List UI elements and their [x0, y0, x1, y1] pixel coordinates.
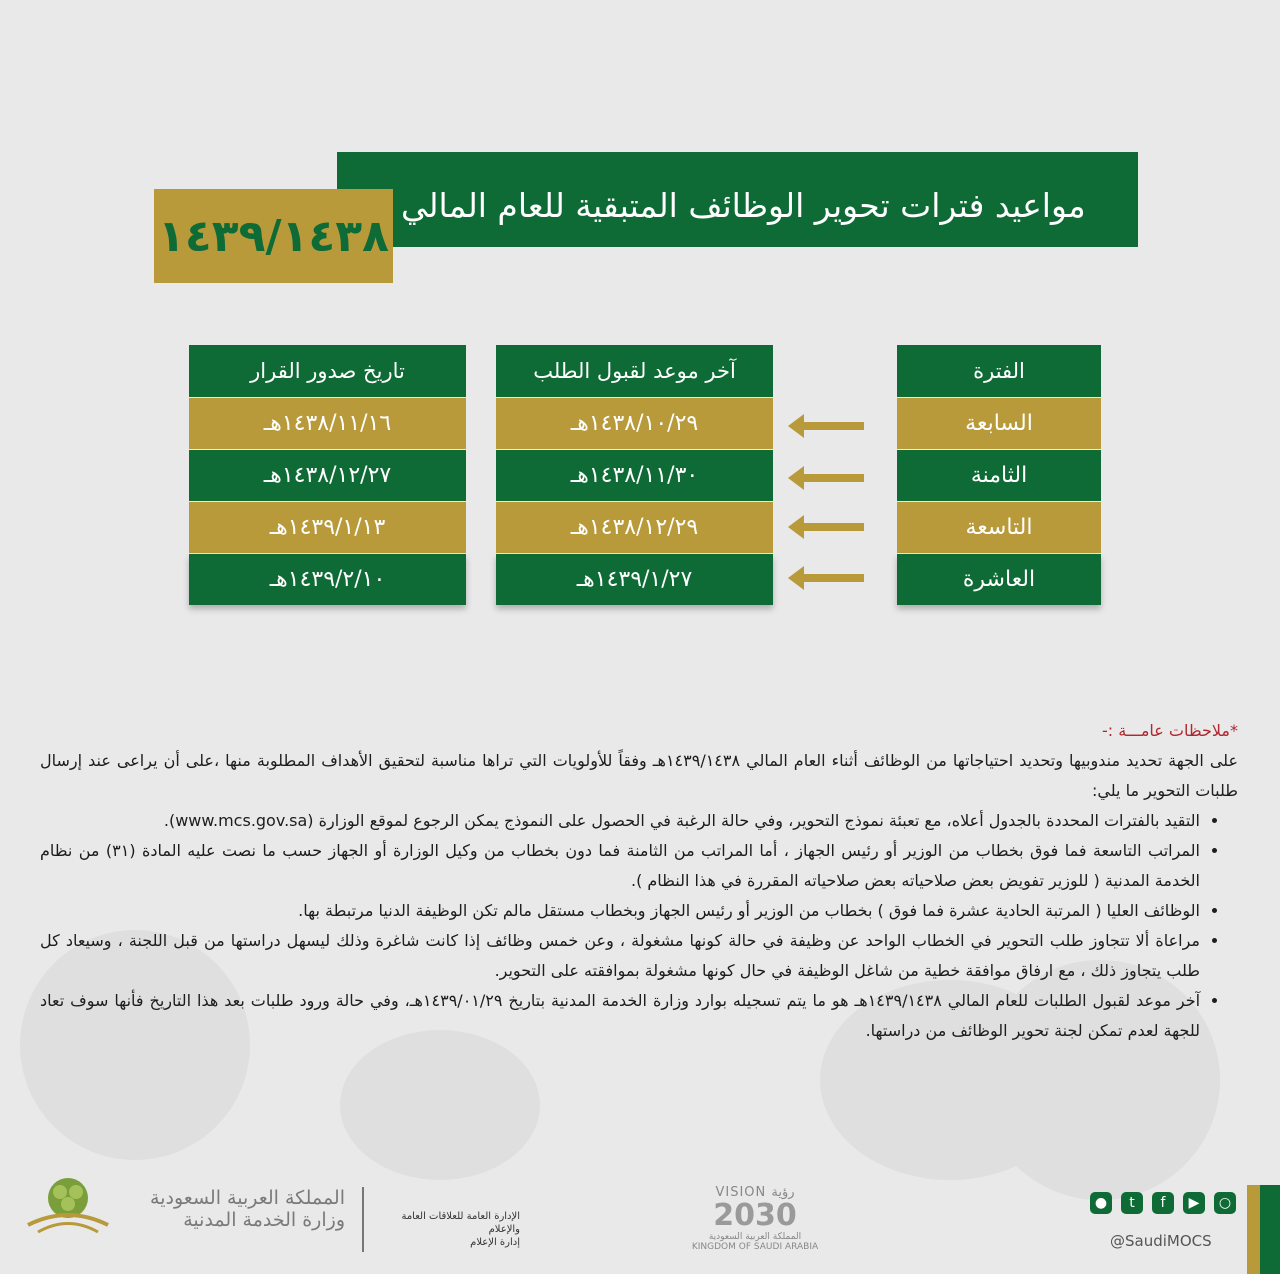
corner-stripe-gold [1247, 1185, 1260, 1274]
decision-date-column [189, 345, 466, 605]
footer-divider [362, 1187, 364, 1252]
arrow-left-icon [788, 563, 864, 593]
youtube-icon[interactable]: ▶ [1183, 1192, 1205, 1214]
department-name [380, 1210, 520, 1249]
note-item: • آخر موعد لقبول الطلبات للعام المالي ١٤٣٩/١٤٣٨هـ هو ما يتم تسجيله بوارد وزارة الخدمة المدنية بتاريخ ١٤٣٩/٠١/٢٩هـ، وفي حالة ورود طلبات بعد هذا التاريخ فأنها سوف تعاد للجهة لعدم تمكن لجنة تحوير الوظائف من دراستها. [40, 986, 1200, 1046]
ministry-name [125, 1187, 345, 1231]
fiscal-year-badge: ١٤٣٩/١٤٣٨ [154, 189, 393, 283]
period-cell: التاسعة [897, 502, 1101, 554]
social-handle[interactable]: @SaudiMOCS [1110, 1232, 1212, 1250]
snapchat-icon[interactable]: ● [1090, 1192, 1112, 1214]
department-line: الإدارة العامة للعلاقات العامة والإعلام [401, 1211, 520, 1235]
department-line: إدارة الإعلام [470, 1237, 520, 1248]
vision-label: VISION رؤية [715, 1185, 795, 1200]
instagram-icon[interactable]: ○ [1214, 1192, 1236, 1214]
page-title: مواعيد فترات تحوير الوظائف المتبقية للعام المالي [401, 164, 1138, 247]
period-cell: الثامنة [897, 450, 1101, 502]
ministry-logo-icon [18, 1170, 118, 1240]
ministry-title: وزارة الخدمة المدنية [183, 1209, 345, 1231]
arrow-left-icon [788, 512, 864, 542]
vision-year: 2030 [713, 1198, 797, 1233]
vision-sub-en: KINGDOM OF SAUDI ARABIA [691, 1242, 819, 1252]
note-item: • المراتب التاسعة فما فوق بخطاب من الوزير أو رئيس الجهاز ، أما المراتب من الثامنة فما دون بخطاب من وكيل الوزارة أو الجهاز حسب ما نصت عليه المادة (٣١) من نظام الخدمة المدنية ( للوزير تفويض بعض صلاحياته بعض صلاحياته المقررة في هذا النظام ). [40, 836, 1200, 896]
arrow-left-icon [788, 411, 864, 441]
vision-2030-logo [690, 1185, 820, 1252]
notes-heading: *ملاحظات عامـــة :- [1101, 721, 1238, 740]
deadline-cell: ١٤٣٨/١٢/٢٩هـ [496, 502, 773, 554]
column-header-decision: تاريخ صدور القرار [189, 345, 466, 398]
deadline-cell: ١٤٣٩/١/٢٧هـ [496, 554, 773, 605]
general-notes [40, 716, 1238, 1046]
corner-stripe-green [1260, 1185, 1280, 1274]
period-cell: العاشرة [897, 554, 1101, 605]
note-item: • التقيد بالفترات المحددة بالجدول أعلاه، مع تعبئة نموذج التحوير، وفي حالة الرغبة في الحصول على النموذج يمكن الرجوع لموقع الوزارة (www.mcs.gov.sa). [40, 806, 1200, 836]
notes-list [40, 806, 1238, 1046]
watermark-shape [340, 1030, 540, 1180]
period-cell: السابعة [897, 398, 1101, 450]
vision-sub-ar: المملكة العربية السعودية [708, 1232, 802, 1242]
country-name: المملكة العربية السعودية [150, 1187, 345, 1209]
deadline-column [496, 345, 773, 605]
deadline-cell: ١٤٣٨/١٠/٢٩هـ [496, 398, 773, 450]
decision-cell: ١٤٣٨/١٢/٢٧هـ [189, 450, 466, 502]
decision-cell: ١٤٣٨/١١/١٦هـ [189, 398, 466, 450]
twitter-icon[interactable]: t [1121, 1192, 1143, 1214]
notes-intro: على الجهة تحديد مندوبيها وتحديد احتياجاتها من الوظائف أثناء العام المالي ١٤٣٩/١٤٣٨هـ وفقاً للأولويات التي تراها مناسبة لتحقيق الأهداف المطلوبة منها ،على أن يراعى عند إرسال طلبات التحوير ما يلي: [40, 751, 1238, 800]
decision-cell: ١٤٣٩/٢/١٠هـ [189, 554, 466, 605]
deadline-cell: ١٤٣٨/١١/٣٠هـ [496, 450, 773, 502]
facebook-icon[interactable]: f [1152, 1192, 1174, 1214]
column-header-period: الفترة [897, 345, 1101, 398]
arrow-left-icon [788, 463, 864, 493]
social-links [1090, 1192, 1236, 1214]
column-header-deadline: آخر موعد لقبول الطلب [496, 345, 773, 398]
period-column [897, 345, 1101, 605]
note-item: • الوظائف العليا ( المرتبة الحادية عشرة فما فوق ) بخطاب من الوزير أو رئيس الجهاز وبخطاب مستقل مالم تكن الوظيفة الدنيا مرتبطة بها. [40, 896, 1200, 926]
note-item: • مراعاة ألا تتجاوز طلب التحوير في الخطاب الواحد عن وظيفة في حالة كونها مشغولة ، وعن خمس وظائف إذا كانت شاغرة وذلك ليسهل دراستها من قبل اللجنة ، وسيعاد كل طلب يتجاوز ذلك ، مع ارفاق موافقة خطية من شاغل الوظيفة في حال كونها مشغولة بموافقته على التحوير. [40, 926, 1200, 986]
decision-cell: ١٤٣٩/١/١٣هـ [189, 502, 466, 554]
